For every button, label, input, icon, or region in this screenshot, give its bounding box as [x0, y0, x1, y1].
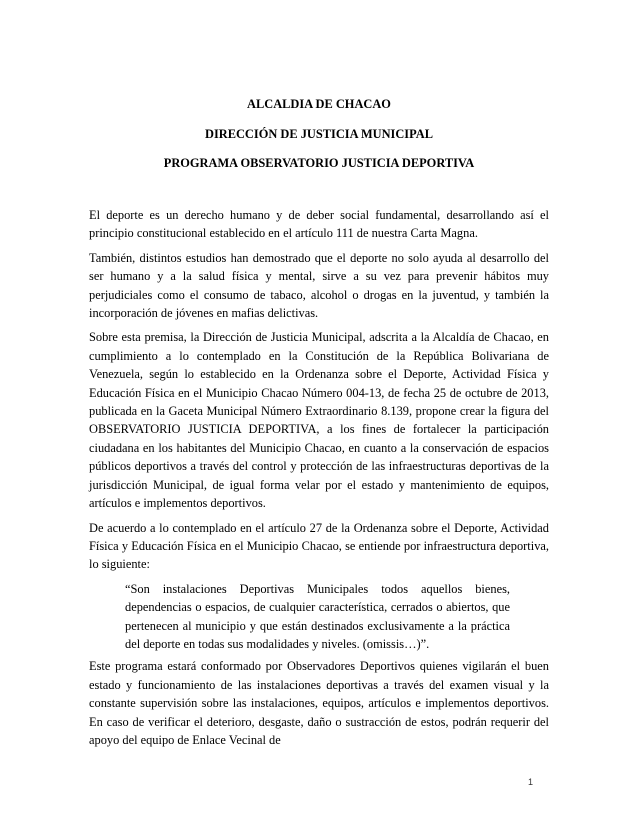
header-program: PROGRAMA OBSERVATORIO JUSTICIA DEPORTIVA: [163, 156, 475, 170]
block-quote: “Son instalaciones Deportivas Municipales todos aquellos bienes, dependencias o espacios, de cualquier característica, cerrados o abiertos, que pertenecen al municipio y que están destinados exclusivamente a la práctica del deporte en todas sus modalidades y niveles. (omissis…)”.: [125, 581, 510, 651]
page-number: 1: [528, 777, 534, 787]
paragraph-4: De acuerdo a lo contemplado en el artículo 27 de la Ordenanza sobre el Deporte, Actividad Física y Educación Física en el Municipio Chacao, se entiende por infraestructura deportiva, lo siguiente:: [89, 520, 549, 572]
paragraph-3: Sobre esta premisa, la Dirección de Justicia Municipal, adscrita a la Alcaldía de Chacao, en cumplimiento a lo contemplado en la Constitución de la República Bolivariana de Venezuela, según lo establecido en la Ordenanza sobre el Deporte, Actividad Física y Educación Física en el Municipio Chacao Número 004-13, de fecha 25 de octubre de 2013, publicada en la Gaceta Municipal Número Extraordinario 8.139, propone crear la figura del OBSERVATORIO JUSTICIA DEPORTIVA, a los fines de fortalecer la participación ciudadana en los habitantes del Municipio Chacao, en cuanto a la conservación de espacios públicos deportivos a través del control y protección de las infraestructuras deportivas de la jurisdicción Municipal, de igual forma velar por el estado y mantenimiento de equipos, artículos e implementos deportivos.: [89, 330, 549, 511]
paragraph-2: También, distintos estudios han demostrado que el deporte no solo ayuda al desarrollo del ser humano y a la salud física y mental, sirve a su vez para prevenir hábitos muy perjudiciales como el consumo de tabaco, alcohol o drogas en la juventud, y también la incorporación de jóvenes en mafias delictivas.: [89, 250, 549, 321]
paragraph-5: Este programa estará conformado por Observadores Deportivos quienes vigilarán el buen estado y funcionamiento de las instalaciones deportivas a través del examen visual y la constante supervisión sobre las instalaciones, equipos, artículos e implementos deportivos. En caso de verificar el deterioro, desgaste, daño o sustracción de estos, podrán requerir del apoyo del equipo de Enlace Vecinal de: [89, 659, 549, 747]
paragraph-1: El deporte es un derecho humano y de deber social fundamental, desarrollando así el principio constitucional establecido en el artículo 111 de nuestra Carta Magna.: [89, 208, 549, 241]
header-department: DIRECCIÓN DE JUSTICIA MUNICIPAL: [205, 127, 433, 141]
document-body: [89, 206, 549, 755]
header-organization: ALCALDIA DE CHACAO: [247, 97, 391, 111]
